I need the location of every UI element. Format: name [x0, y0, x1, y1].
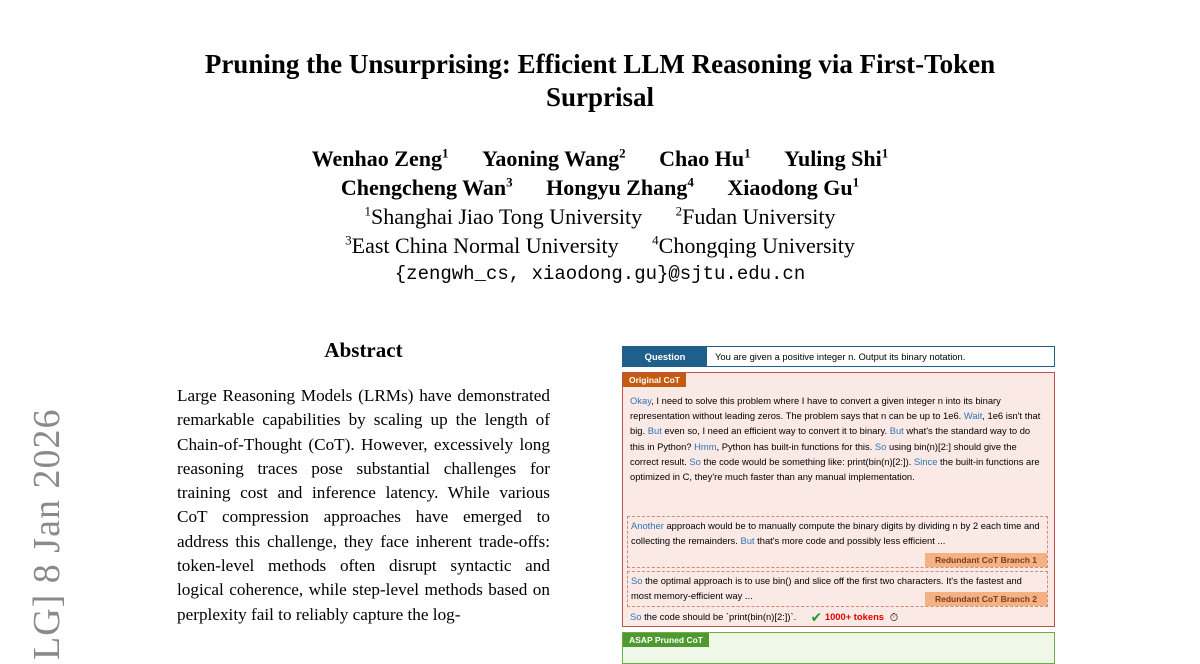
final-answer-line [630, 609, 898, 626]
author-email[interactable]: {zengwh_cs, xiaodong.gu}@sjtu.edu.cn [394, 263, 806, 285]
affiliation: $^2$Fudan University [675, 203, 836, 229]
token-count: 1000+ tokens [824, 611, 885, 622]
cot-text: , Python has built-in functions for this. [716, 440, 875, 452]
affiliation: $^1$Shanghai Jiao Tong University [364, 203, 643, 229]
pruned-cot-box [622, 632, 1055, 664]
cot-text: , 1e6 isn't that big. [630, 410, 1041, 437]
redundant-branch-1-tag: Redundant CoT Branch 1 [925, 553, 1047, 567]
cot-text: even so, I need an efficient way to convert it to binary. [661, 425, 890, 437]
original-cot-text [630, 393, 1046, 484]
original-cot-label: Original CoT [623, 373, 686, 387]
cot-keyword: So [631, 575, 643, 586]
cot-text: that's more code and possibly less efficient ... [754, 535, 946, 547]
cot-text: approach would be to manually compute the binary digits by dividing n by 2 each time and collecting the remainders. [631, 520, 1040, 547]
cot-keyword: So [689, 455, 701, 467]
checkmark-icon: ✔ [798, 609, 823, 625]
cot-keyword: But [647, 425, 662, 437]
affiliation: $^4$Chongqing University [652, 232, 855, 258]
redundant-branch-1 [627, 516, 1048, 568]
redundant-branch-2-tag: Redundant CoT Branch 2 [925, 592, 1047, 606]
author: Xiaodong Gu$^1$ [727, 174, 860, 200]
authors-row-1 [150, 144, 1050, 173]
pruned-cot-label: ASAP Pruned CoT [623, 633, 709, 647]
cot-keyword: Another [631, 520, 664, 531]
cot-keyword: But [889, 425, 904, 437]
original-cot-box [622, 372, 1055, 627]
cot-keyword: So [874, 440, 887, 452]
cot-figure [622, 346, 1055, 648]
cot-keyword: Hmm [694, 440, 717, 452]
cot-keyword: Wait [963, 410, 983, 422]
cot-keyword: So [630, 611, 642, 622]
cot-keyword: But [740, 535, 755, 547]
cot-keyword: Since [914, 455, 938, 467]
question-bar [622, 346, 1055, 367]
author-block [150, 144, 1050, 289]
cot-text: what's the standard way to do this in Python? [630, 425, 1031, 452]
author: Yuling Shi$^1$ [784, 145, 889, 171]
author: Wenhao Zeng$^1$ [311, 145, 449, 171]
cot-text: the code should be `print(bin(n)[2:])`. [641, 611, 797, 622]
cot-text: the code would be something like: print(bin(n)[2:]). [700, 455, 914, 467]
cot-text: using bin(n)[2:] should give the correct result. [630, 440, 1017, 467]
stopwatch-icon: ⏱ [886, 612, 899, 624]
cot-text: the optimal approach is to use bin() and slice off the first two characters. It's the fastest and most memory-efficient way ... [631, 575, 1022, 602]
affiliation: $^3$East China Normal University [345, 232, 619, 258]
author: Chao Hu$^1$ [659, 145, 751, 171]
redundant-branch-2 [627, 571, 1048, 607]
abstract-text: Large Reasoning Models (LRMs) have demonstrated remarkable capabilities by scaling up the length of Chain-of-Thought (CoT). However, excessively long reasoning traces pose substantial challenges for training cost and inference latency. While various CoT compression approaches have emerged to address this challenge, they face inherent trade-offs: token-level methods often disrupt syntactic and logical coherence, while step-level methods based on perplexity fail to reliably capture the log- [177, 386, 550, 624]
author: Hongyu Zhang$^4$ [546, 174, 694, 200]
arxiv-stamp: LG] 8 Jan 2026 [26, 408, 68, 660]
author: Yaoning Wang$^2$ [481, 145, 626, 171]
cot-text: the built-in functions are optimized in C, they're much faster than any manual implementation. [630, 455, 1040, 483]
question-label: Question [623, 347, 707, 366]
affiliations-row-2 [150, 231, 1050, 260]
abstract-heading: Abstract [324, 338, 403, 362]
authors-row-2 [150, 173, 1050, 202]
affiliations-row-1 [150, 202, 1050, 231]
cot-keyword: Okay [630, 395, 652, 406]
author: Chengcheng Wan$^3$ [340, 174, 513, 200]
paper-title: Pruning the Unsurprising: Efficient LLM Reasoning via First-Token Surprisal [204, 49, 996, 112]
question-text: You are given a positive integer n. Output its binary notation. [715, 351, 966, 362]
cot-text: , I need to solve this problem where I have to convert a given integer n into its binary representation without leading zeros. The problem says that n can be up to 1e6. [630, 395, 1001, 422]
